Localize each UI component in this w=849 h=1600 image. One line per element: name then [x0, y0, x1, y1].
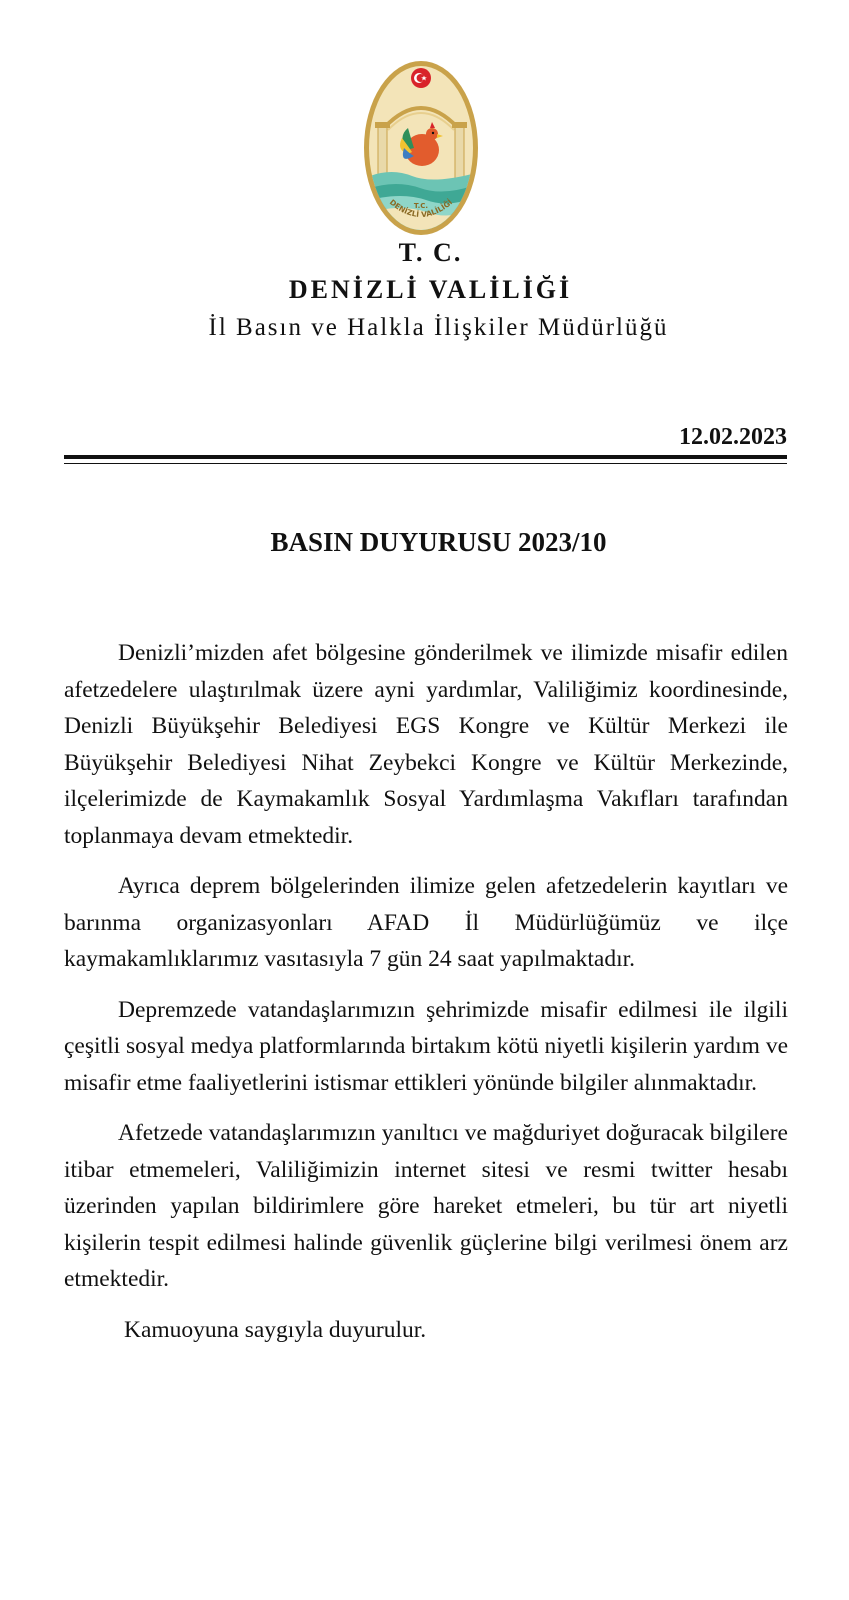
- document-body: [64, 635, 788, 1348]
- header-tc: T. C.: [398, 238, 463, 267]
- document-title: BASIN DUYURUSU 2023/10: [270, 527, 607, 557]
- body-paragraph-2: Ayrıca deprem bölgelerinden ilimize gelen afetzedelerin kayıtları ve barınma organizasyonları AFAD İl Müdürlüğümüz ve ilçe kaymakamlıklarımız vasıtasıyla 7 gün 24 saat yapılmaktadır.: [64, 873, 788, 972]
- document-date: 12.02.2023: [679, 424, 787, 450]
- header-divider-thin: [64, 463, 787, 464]
- body-paragraph-4: Afetzede vatandaşlarımızın yanıltıcı ve mağduriyet doğuracak bilgilere itibar etmemeleri, Valiliğimizin internet sitesi ve resmi twitter hesabı üzerinden yapılan bildirimlere göre hareket etmeleri, bu tür art niyetli kişilerin tespit edilmesi halinde güvenlik güçlerine bilgi verilmesi önem arz etmektedir.: [64, 1120, 788, 1292]
- body-paragraph-1: Denizli’mizden afet bölgesine gönderilmek ve ilimizde misafir edilen afetzedelere ulaştırılmak üzere ayni yardımlar, Valiliğimiz koordinesinde, Denizli Büyükşehir Belediyesi EGS Kongre ve Kültür Merkezi ile Büyükşehir Belediyesi Nihat Zeybekci Kongre ve Kültür Merkezinde, ilçelerimizde de Kaymakamlık Sosyal Yardımlaşma Vakıfları tarafından toplanmaya devam etmektedir.: [64, 640, 788, 849]
- emblem-text-bottom: DENİZLİ VALİLİĞİ: [387, 197, 455, 220]
- header-divider-thick: [64, 455, 787, 459]
- denizli-governorship-emblem: [362, 58, 480, 238]
- emblem-text-top: T.C.: [413, 202, 429, 210]
- header-department: İl Basın ve Halkla İlişkiler Müdürlüğü: [208, 314, 669, 341]
- body-paragraph-3: Depremzede vatandaşlarımızın şehrimizde misafir edilmesi ile ilgili çeşitli sosyal medya platformlarında birtakım kötü niyetli kişilerin yardım ve misafir etme faaliyetlerini istismar ettikleri yönünde bilgiler alınmaktadır.: [64, 996, 788, 1096]
- header-institution: DENİZLİ VALİLİĞİ: [288, 275, 573, 304]
- closing-line: Kamuoyuna saygıyla duyurulur.: [124, 1316, 427, 1343]
